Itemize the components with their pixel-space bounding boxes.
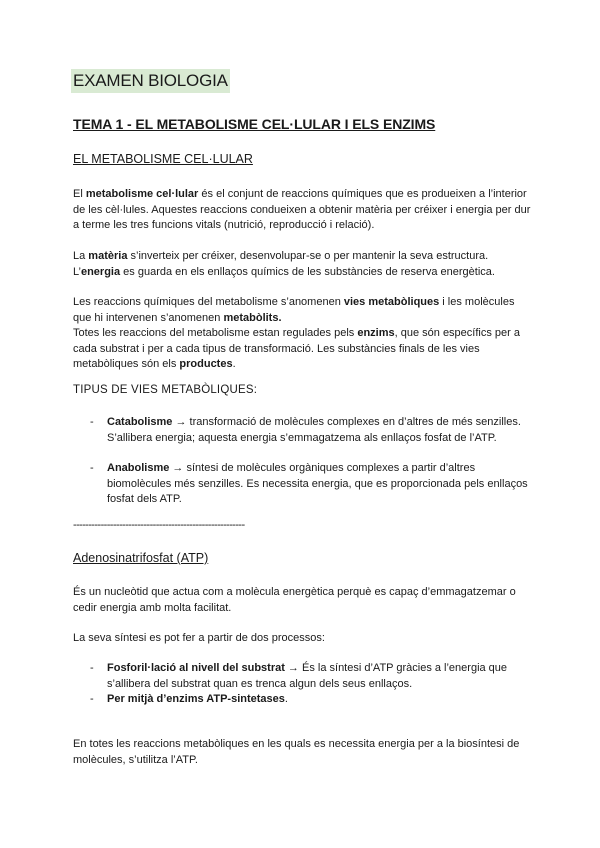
term-fosforilacio: Fosforil·lació al nivell del substrat: [107, 662, 285, 674]
text: transformació de molècules complexes en d’altres de més senzilles. S’allibera energia; aquesta energia s’emmagatzema als enllaços fosfat de l’ATP.: [107, 416, 521, 444]
text: Totes les reaccions del metabolisme estan regulades pels: [73, 327, 358, 339]
text: i les molècules que hi intervenen s’anomenen: [73, 296, 515, 324]
term-catabolisme: Catabolisme: [107, 416, 173, 428]
text: es guarda en els enllaços químics de les substàncies de reserva energètica.: [120, 265, 495, 278]
processes-list: [73, 661, 533, 708]
paragraph-matter-energy: [73, 249, 533, 280]
text: .: [232, 358, 236, 370]
topic-heading: TEMA 1 - EL METABOLISME CEL·LULAR I ELS ENZIMS: [73, 116, 436, 132]
atp-heading: Adenosinatrifosfat (ATP): [73, 551, 209, 565]
paragraph-metabolism-definition: [73, 187, 533, 234]
text: És la síntesi d’ATP gràcies a l’energia que s’allibera del substrat quan es trenca algun dels seus enllaços.: [107, 662, 508, 690]
arrow: →: [284, 662, 302, 674]
arrow: →: [172, 416, 190, 428]
list-item-fosforilacio: [73, 661, 533, 692]
text: és el conjunt de reaccions químiques que es produeixen a l’interior de les cèl·lules. Aquestes reaccions condueixen a obtenir matèria per créixer i energia per dur a terme les tres funcions vitals (nutrició, reproducció i relació).: [73, 188, 531, 231]
text: El: [73, 188, 86, 200]
text: , que són específics per a cada substrat i per a cada tipus de transformació. Les substàncies finals de les vies metabòliques són els: [73, 327, 520, 370]
list-item-catabolisme: [73, 415, 533, 446]
term-metabolisme: metabolisme cel·lular: [85, 188, 199, 200]
term-enzims: enzims: [357, 327, 395, 339]
text: La: [73, 250, 89, 262]
text: síntesi de molècules orgàniques complexes a partir d’altres biomolècules més senzilles. Es necessita energia, que es proporcionada pels enllaços fosfat dels ATP.: [107, 462, 528, 505]
term-metabolits: metabòlits.: [223, 311, 282, 324]
separator-line: --------------------------------------------------------: [73, 519, 245, 531]
arrow: →: [169, 462, 187, 474]
types-heading: TIPUS DE VIES METABÒLIQUES:: [73, 384, 258, 396]
text: .: [284, 693, 288, 705]
term-productes: productes: [179, 358, 233, 370]
text: Les reaccions químiques del metabolisme s’anomenen: [73, 296, 344, 308]
text: L’: [73, 265, 81, 278]
section-heading: EL METABOLISME CEL·LULAR: [73, 152, 253, 166]
paragraph-atp-definition: És un nucleòtid que actua com a molècula energètica perquè es capaç d’emmagatzemar o cedir energia amb molta facilitat.: [73, 586, 516, 614]
list-item-anabolisme: [73, 461, 533, 508]
paragraph-synthesis: La seva síntesi es pot fer a partir de dos processos:: [73, 632, 325, 644]
text: s’inverteix per créixer, desenvolupar-se o per mantenir la seva estructura.: [127, 250, 489, 262]
paragraph-metabolic-pathways: [73, 295, 533, 373]
term-vies-metaboliques: vies metabòliques: [343, 296, 440, 308]
term-energia: energia: [80, 265, 121, 278]
term-atp-sintetases: Per mitjà d’enzims ATP-sintetases: [107, 693, 285, 705]
term-anabolisme: Anabolisme: [107, 462, 170, 474]
list-item-atp-sintetases: [73, 692, 533, 708]
paragraph-atp-usage: En totes les reaccions metabòliques en les quals es necessita energia per a la biosíntesi de molècules, s’utilitza l’ATP.: [73, 738, 520, 766]
types-list: [73, 415, 533, 508]
document-title: EXAMEN BIOLOGIA: [71, 69, 230, 93]
term-materia: matèria: [88, 250, 128, 262]
